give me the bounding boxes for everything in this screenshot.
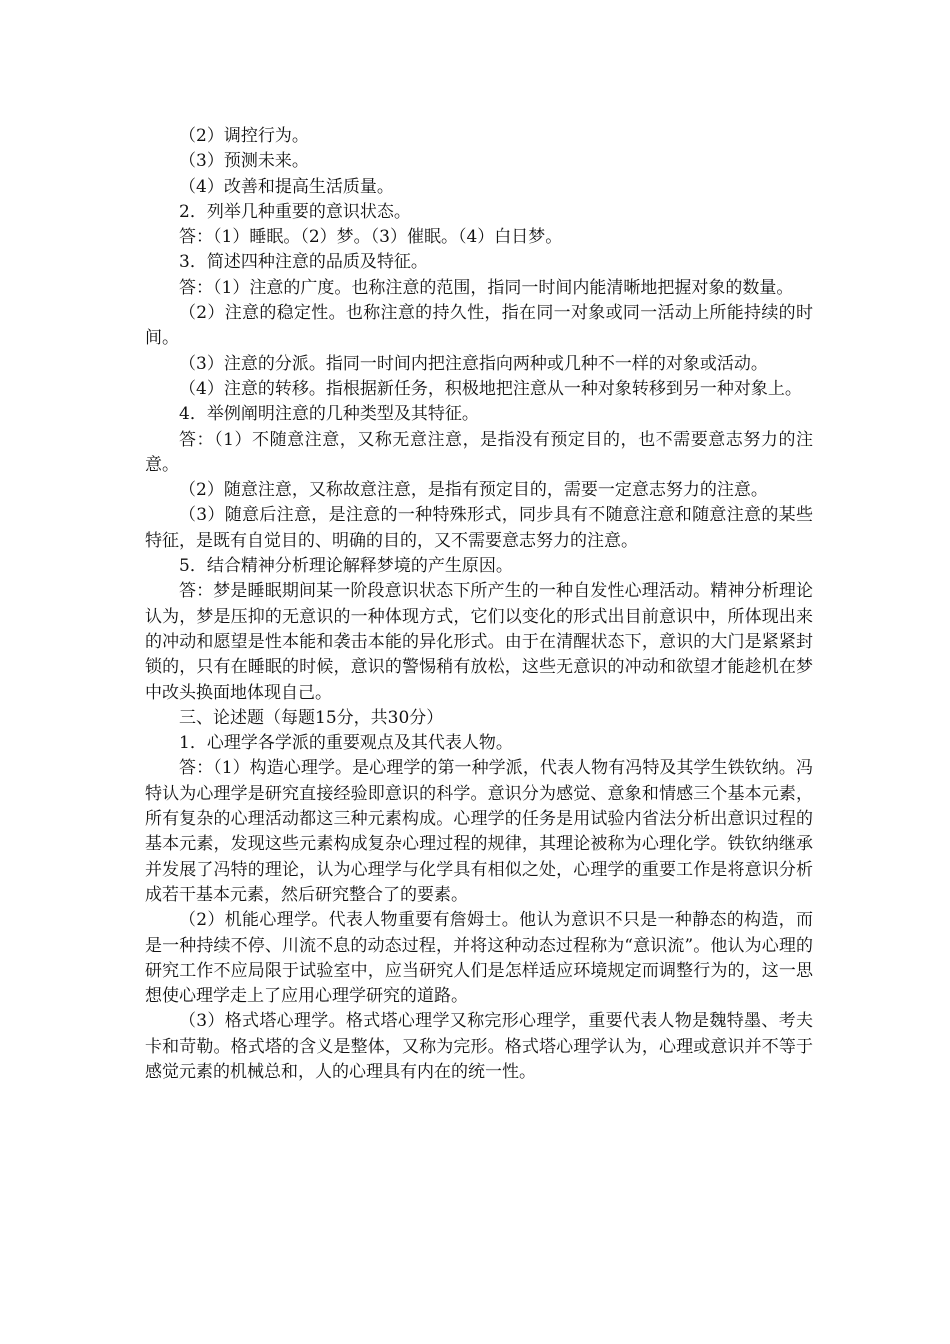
answer-paragraph: （2）随意注意，又称故意注意，是指有预定目的，需要一定意志努力的注意。 xyxy=(179,480,768,501)
question-heading: 4．举例阐明注意的几种类型及其特征。 xyxy=(179,404,479,425)
list-item: （3）预测未来。 xyxy=(179,151,309,172)
question-heading: 3．简述四种注意的品质及特征。 xyxy=(179,252,428,273)
list-item: （4）改善和提高生活质量。 xyxy=(179,176,394,197)
answer-paragraph: 答：（1）不随意注意，又称无意注意，是指没有预定目的，也不需要意志努力的注意。 xyxy=(145,429,813,475)
answer-paragraph: 答：（1）注意的广度。也称注意的范围，指同一时间内能清晰地把握对象的数量。 xyxy=(179,277,794,298)
answer-paragraph: （3）格式塔心理学。格式塔心理学又称完形心理学，重要代表人物是魏特墨、考夫卡和苛勒。格式塔的含义是整体，又称为完形。格式塔心理学认为，心理或意识并不等于感觉元素的机械总和，人的心理具有内在的统一性。 xyxy=(145,1011,813,1082)
answer-paragraph: （2）注意的稳定性。也称注意的持久性，指在同一对象或同一活动上所能持续的时间。 xyxy=(145,303,813,349)
answer-paragraph: （2）机能心理学。代表人物重要有詹姆士。他认为意识不只是一种静态的构造，而是一种持续不停、川流不息的动态过程，并将这种动态过程称为“意识流”。他认为心理的研究工作不应局限于试验室中，应当研究人们是怎样适应环境规定而调整行为的，这一思想使心理学走上了应用心理学研究的道路。 xyxy=(145,910,813,1007)
list-item: （2）调控行为。 xyxy=(179,126,309,146)
document-page xyxy=(145,124,813,1085)
answer-paragraph: （4）注意的转移。指根据新任务，积极地把注意从一种对象转移到另一种对象上。 xyxy=(179,378,802,399)
answer-paragraph: 答：梦是睡眠期间某一阶段意识状态下所产生的一种自发性心理活动。精神分析理论认为，梦是压抑的无意识的一种体现方式，它们以变化的形式出目前意识中，所体现出来的冲动和愿望是性本能和袭击本能的异化形式。由于在清醒状态下，意识的大门是紧紧封锁的，只有在睡眠的时候，意识的警惕稍有放松，这些无意识的冲动和欲望才能趁机在梦中改头换面地体现自己。 xyxy=(145,581,813,703)
question-heading: 2．列举几种重要的意识状态。 xyxy=(179,201,411,222)
answer-paragraph: （3）随意后注意，是注意的一种特殊形式，同步具有不随意注意和随意注意的某些特征，是既有自觉目的、明确的目的，又不需要意志努力的注意。 xyxy=(145,505,813,551)
section-heading: 三、论述题（每题15分，共30分） xyxy=(179,707,444,728)
answer-paragraph: 答：（1）构造心理学。是心理学的第一种学派，代表人物有冯特及其学生铁钦纳。冯特认为心理学是研究直接经验即意识的科学。意识分为感觉、意象和情感三个基本元素，所有复杂的心理活动都这三种元素构成。心理学的任务是用试验内省法分析出意识过程的基本元素，发现这些元素构成复杂心理过程的规律，其理论被称为心理化学。铁钦纳继承并发展了冯特的理论，认为心理学与化学具有相似之处，心理学的重要工作是将意识分析成若干基本元素，然后研究整合了的要素。 xyxy=(145,758,813,905)
answer-paragraph: 答：（1）睡眠。（2）梦。（3）催眠。（4）白日梦。 xyxy=(179,227,563,248)
question-heading: 1．心理学各学派的重要观点及其代表人物。 xyxy=(179,733,513,754)
question-heading: 5．结合精神分析理论解释梦境的产生原因。 xyxy=(179,556,513,577)
answer-paragraph: （3）注意的分派。指同一时间内把注意指向两种或几种不一样的对象或活动。 xyxy=(179,353,768,374)
